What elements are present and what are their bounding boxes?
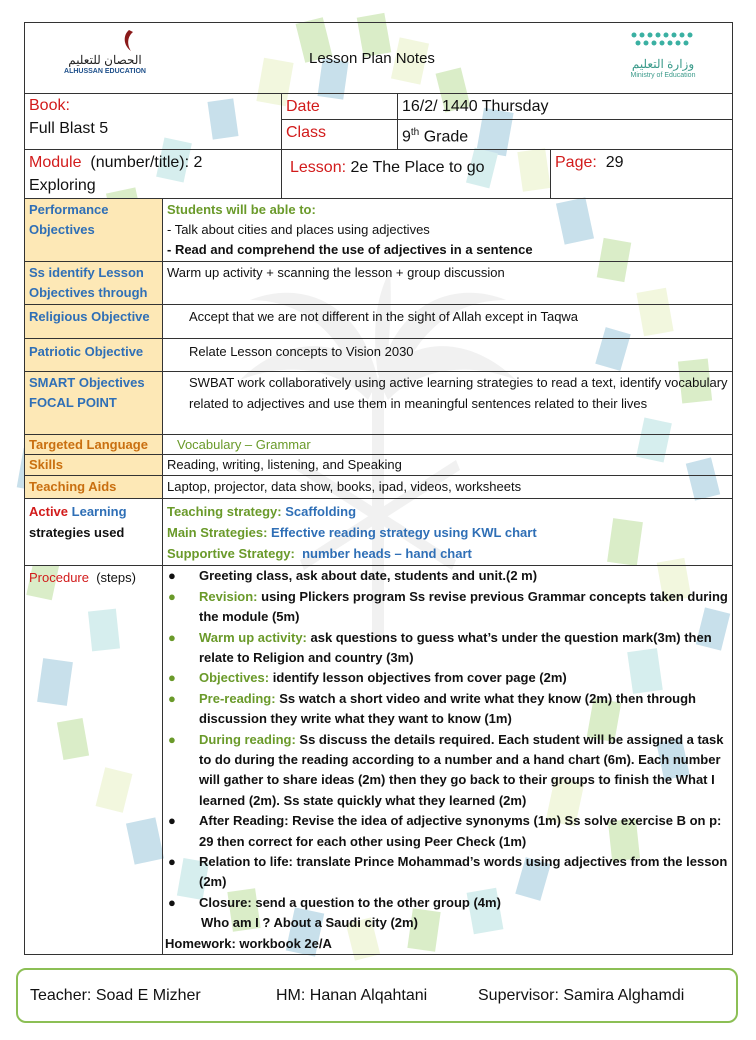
aids-label: Teaching Aids bbox=[25, 476, 163, 499]
skills-value: Reading, writing, listening, and Speaking bbox=[163, 455, 733, 476]
identify-row bbox=[25, 262, 733, 305]
bullet-icon: ● bbox=[168, 588, 176, 604]
closure-extra: Who am I ? About a Saudi city (2m) bbox=[201, 915, 418, 931]
skills-label: Skills bbox=[25, 455, 163, 476]
skills-row bbox=[25, 455, 733, 476]
alhussan-logo-arabic: الحصان للتعليم bbox=[68, 53, 142, 67]
main-strategy-value: Effective reading strategy using KWL chart bbox=[271, 525, 537, 541]
class-number: 9 bbox=[402, 128, 411, 146]
procedure-step bbox=[163, 852, 728, 893]
procedure-step bbox=[163, 628, 728, 669]
class-label: Class bbox=[282, 120, 398, 150]
procedure-step-text: identify lesson objectives from cover page (2m) bbox=[272, 670, 567, 686]
lesson-label: Lesson: bbox=[290, 159, 347, 177]
procedure-step-lead: Revision: bbox=[199, 588, 258, 604]
religious-value: Accept that we are not different in the sight of Allah except in Taqwa bbox=[163, 305, 733, 339]
book-value: Full Blast 5 bbox=[29, 120, 109, 137]
procedure-step-text: Closure: send a question to the other group (4m) bbox=[199, 894, 501, 910]
patriotic-row bbox=[25, 339, 733, 372]
module-number: (number/title): 2 bbox=[90, 154, 203, 172]
procedure-label-cell bbox=[25, 566, 163, 955]
procedure-step-text: After Reading: Revise the idea of adjective synonyms (1m) Ss solve exercise B on p: 29 then correct for each other using Peer Check (1m) bbox=[199, 813, 722, 849]
procedure-step bbox=[163, 689, 728, 730]
procedure-label-suffix: (steps) bbox=[96, 570, 136, 586]
info-row-module bbox=[25, 150, 733, 199]
procedure-step-lead: Pre-reading: bbox=[199, 690, 276, 706]
module-cell bbox=[25, 150, 282, 199]
ministry-logo-icon bbox=[628, 29, 698, 53]
page-title: Lesson Plan Notes bbox=[309, 50, 435, 67]
procedure-step-text: Relation to life: translate Prince Mohammad’s words using adjectives from the lesson (2m) bbox=[199, 854, 728, 890]
active-row bbox=[25, 499, 733, 566]
procedure-step-text: ask questions to guess what’s under the question mark(3m) then relate to Religion and country (3m) bbox=[199, 629, 712, 665]
procedure-steps-cell bbox=[163, 566, 733, 955]
bullet-icon: ● bbox=[168, 690, 176, 706]
religious-row bbox=[25, 305, 733, 339]
performance-value bbox=[163, 199, 733, 262]
book-label: Book: bbox=[29, 97, 70, 114]
active-label-rest: strategies used bbox=[29, 525, 125, 541]
procedure-step bbox=[163, 566, 728, 586]
religious-label: Religious Objective bbox=[25, 305, 163, 339]
bullet-icon: ● bbox=[168, 813, 176, 829]
supportive-strategy-label: Supportive Strategy: bbox=[167, 546, 295, 562]
performance-heading: Students will be able to: bbox=[167, 202, 316, 218]
bullet-icon: ● bbox=[168, 670, 176, 686]
alhussan-logo bbox=[49, 29, 161, 76]
smart-row bbox=[25, 372, 733, 435]
module-title: Exploring bbox=[29, 177, 96, 195]
procedure-step bbox=[163, 893, 728, 913]
bullet-icon: ● bbox=[168, 629, 176, 645]
performance-line2: - Read and comprehend the use of adjectives in a sentence bbox=[167, 242, 533, 258]
performance-label: Performance Objectives bbox=[25, 199, 163, 262]
module-label: Module bbox=[29, 154, 82, 172]
smart-label: SMART Objectives FOCAL POINT bbox=[25, 372, 163, 435]
procedure-steps bbox=[163, 566, 728, 913]
identify-label: Ss identify Lesson Objectives through bbox=[25, 262, 163, 305]
date-label: Date bbox=[282, 94, 398, 120]
date-value: 16/2/ 1440 Thursday bbox=[398, 94, 733, 120]
header-row bbox=[25, 23, 733, 94]
procedure-step-lead: During reading: bbox=[199, 731, 296, 747]
procedure-row bbox=[25, 566, 733, 955]
smart-value: SWBAT work collaboratively using active learning strategies to read a text, identify vocabulary related to adjectives and use them in meaningful sentences related to their lives bbox=[163, 372, 733, 435]
active-label-blue: Learning bbox=[71, 504, 127, 520]
patriotic-value: Relate Lesson concepts to Vision 2030 bbox=[163, 339, 733, 372]
patriotic-label: Patriotic Objective bbox=[25, 339, 163, 372]
teacher-name: Teacher: Soad E Mizher bbox=[30, 987, 201, 1004]
procedure-step-text: using Plickers program Ss revise previous Grammar concepts taken during the module (5m) bbox=[199, 588, 728, 625]
supportive-strategy-value: number heads – hand chart bbox=[302, 546, 472, 562]
procedure-step-text: Ss discuss the details required. Each student will be assigned a task to do during the reading according to a number and a hand chart (6m). Each number will gather to share ideas (2m) then they go back to their groups to finish the What I learned (2m). Ss state quickly what they learned (2m) bbox=[199, 731, 724, 808]
aids-row bbox=[25, 476, 733, 499]
teaching-strategy-value: Scaffolding bbox=[285, 504, 357, 520]
hm-name: HM: Hanan Alqahtani bbox=[276, 987, 428, 1004]
class-suffix: Grade bbox=[419, 128, 469, 146]
class-value bbox=[398, 120, 733, 150]
homework: Homework: workbook 2e/A bbox=[165, 935, 332, 951]
procedure-step-text: Ss watch a short video and write what they know (2m) then through discussion they write what they want to know (1m) bbox=[199, 690, 696, 727]
ministry-logo-latin: Ministry of Education bbox=[630, 72, 696, 79]
targeted-label: Targeted Language bbox=[25, 435, 163, 455]
procedure-label: Procedure bbox=[29, 570, 89, 586]
book-cell bbox=[25, 94, 282, 150]
bullet-icon: ● bbox=[168, 894, 176, 910]
performance-line1: - Talk about cities and places using adjectives bbox=[167, 222, 430, 238]
procedure-step-lead: Objectives: bbox=[199, 670, 270, 686]
active-label bbox=[25, 499, 163, 566]
page-value: 29 bbox=[605, 154, 624, 172]
page-label: Page: bbox=[555, 154, 597, 172]
page-cell bbox=[551, 150, 733, 199]
bullet-icon: ● bbox=[168, 731, 176, 747]
procedure-step bbox=[163, 587, 728, 628]
supervisor-name: Supervisor: Samira Alghamdi bbox=[478, 987, 685, 1004]
lesson-plan bbox=[24, 22, 732, 955]
procedure-step bbox=[163, 730, 728, 812]
bullet-icon: ● bbox=[168, 568, 176, 584]
alhussan-logo-icon bbox=[121, 29, 137, 53]
procedure-step-lead: Warm up activity: bbox=[199, 629, 307, 645]
lesson-value: 2e The Place to go bbox=[350, 159, 485, 177]
info-row-book bbox=[25, 94, 733, 120]
aids-value: Laptop, projector, data show, books, ipad, videos, worksheets bbox=[163, 476, 733, 499]
performance-row bbox=[25, 199, 733, 262]
procedure-step-text: Greeting class, ask about date, students and unit.(2 m) bbox=[199, 568, 538, 584]
active-label-red: Active bbox=[29, 504, 69, 520]
bullet-icon: ● bbox=[168, 854, 176, 870]
alhussan-logo-latin: ALHUSSAN EDUCATION bbox=[64, 68, 146, 75]
teaching-strategy-label: Teaching strategy: bbox=[167, 504, 282, 520]
lesson-cell bbox=[282, 150, 551, 199]
procedure-step bbox=[163, 668, 728, 688]
procedure-step bbox=[163, 811, 728, 852]
identify-value: Warm up activity + scanning the lesson + group discussion bbox=[163, 262, 733, 305]
targeted-row bbox=[25, 435, 733, 455]
main-strategy-label: Main Strategies: bbox=[167, 525, 268, 541]
ministry-logo-arabic: وزارة التعليم bbox=[631, 57, 695, 71]
targeted-value: Vocabulary – Grammar bbox=[163, 435, 733, 455]
lesson-plan-table bbox=[24, 22, 733, 955]
ministry-logo bbox=[613, 29, 713, 80]
active-value bbox=[163, 499, 733, 566]
class-sup: th bbox=[410, 127, 420, 138]
signature-footer bbox=[16, 968, 738, 1023]
